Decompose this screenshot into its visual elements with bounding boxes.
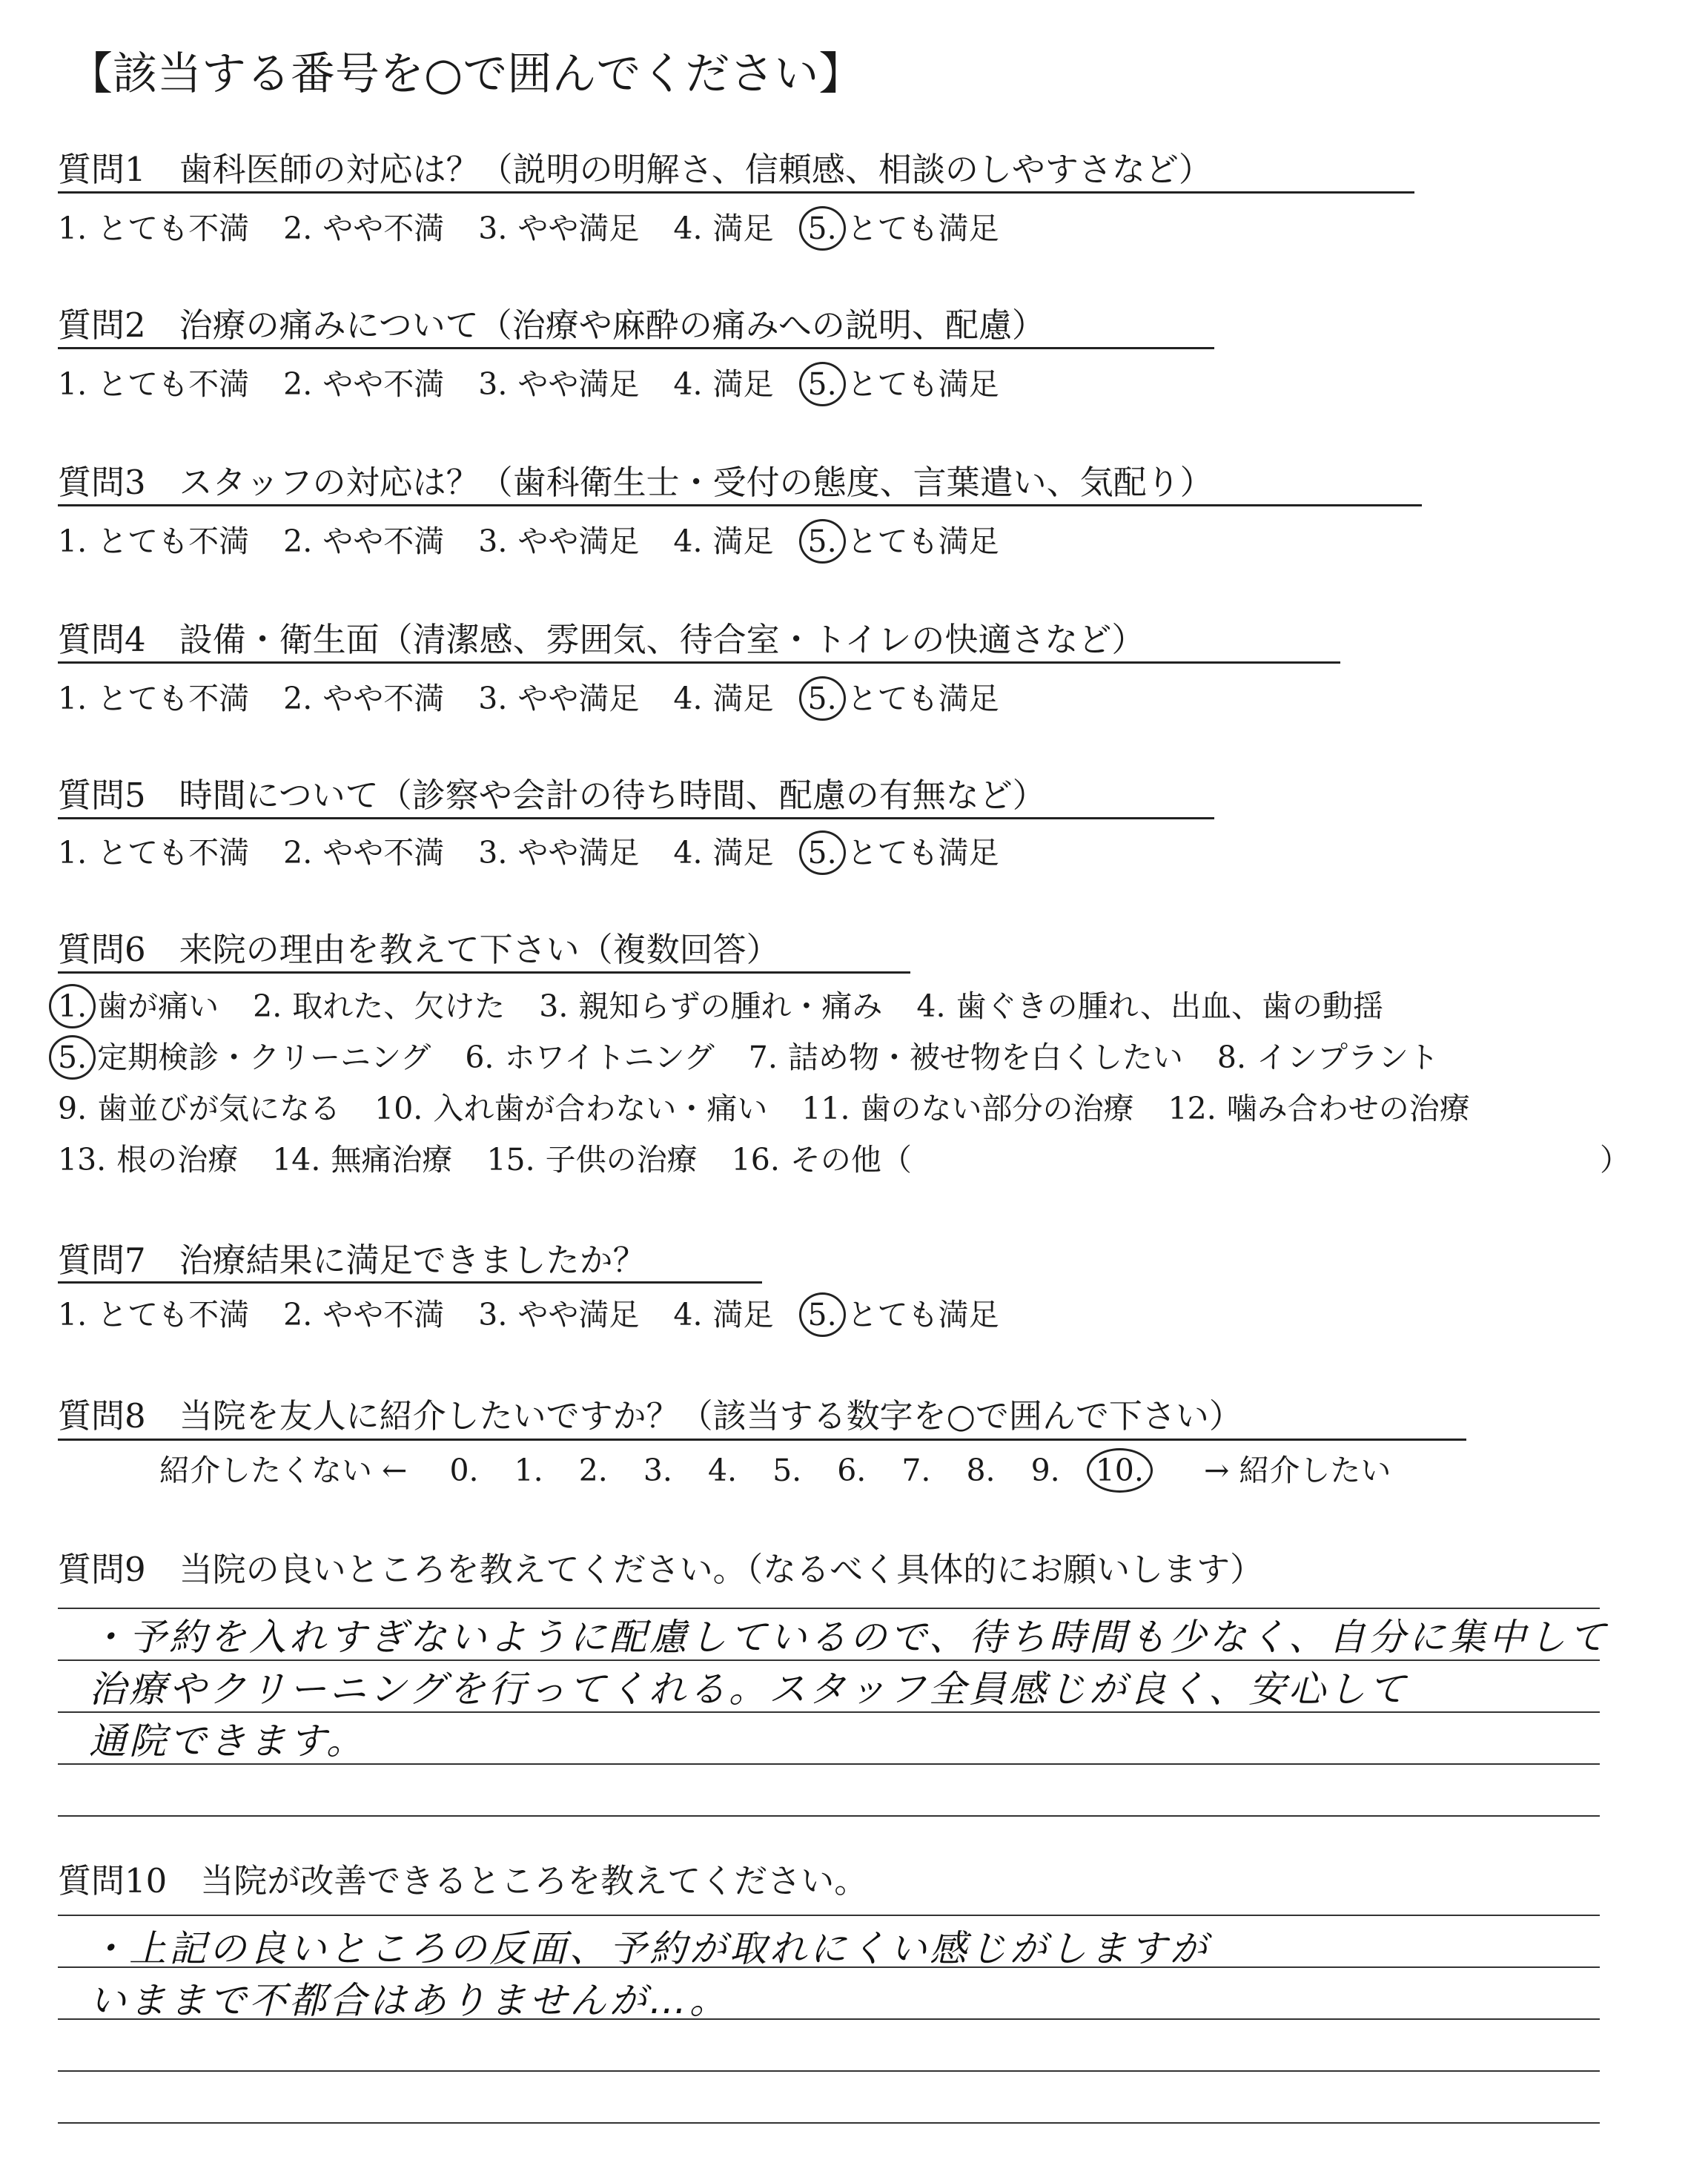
option-number: 3. [478, 524, 508, 559]
option-label: 根の治療 [116, 1142, 239, 1178]
selection-circle [49, 984, 96, 1028]
reason-option-1[interactable] [58, 982, 219, 1025]
option-label: 満足 [712, 1297, 774, 1332]
option-label: 満足 [712, 835, 774, 871]
option-label: 満足 [712, 681, 774, 716]
option-label: やや不満 [322, 366, 445, 402]
question-4-options [58, 674, 1033, 718]
question-2-underline [58, 347, 1214, 349]
q9-answer-line-3: 通院できます。 [89, 1720, 366, 1763]
option-number: 4. [673, 681, 703, 716]
scale-option-1[interactable] [58, 1290, 249, 1334]
reason-option-14[interactable] [272, 1135, 452, 1179]
scale-option-1[interactable] [58, 517, 249, 561]
reason-row-4 [58, 1135, 946, 1179]
option-number: 3. [478, 366, 508, 402]
question-2-title: 質問2 治療の痛みについて（治療や麻酔の痛みへの説明、配慮） [58, 305, 1045, 345]
option-label: とても満足 [847, 524, 999, 559]
option-label: やや不満 [322, 524, 445, 559]
option-label: インプラント [1257, 1040, 1439, 1075]
other-close-paren: ） [1600, 1142, 1630, 1178]
option-label: 歯が痛い [97, 988, 219, 1024]
scale-option-3[interactable] [478, 517, 639, 561]
scale-option-4[interactable] [673, 1290, 773, 1334]
option-label: 無痛治療 [331, 1142, 453, 1178]
option-label: 子供の治療 [545, 1142, 698, 1178]
option-number: 2. [283, 681, 313, 716]
selection-circle [799, 1292, 846, 1337]
scale-option-3[interactable] [478, 1290, 639, 1334]
option-number: 7. [748, 1040, 778, 1075]
answer-line [58, 2070, 1600, 2072]
option-number: 1. [58, 681, 87, 716]
option-number: 4. [673, 211, 703, 246]
option-label: とても不満 [97, 1297, 250, 1332]
question-5-title: 質問5 時間について（診察や会計の待ち時間、配慮の有無など） [58, 776, 1046, 815]
option-number: 4. [916, 988, 946, 1024]
question-3-underline [58, 504, 1422, 506]
option-label: ホワイトニング [504, 1040, 715, 1075]
reason-option-8[interactable] [1217, 1033, 1439, 1077]
reason-option-5[interactable] [58, 1033, 431, 1077]
question-10-title: 質問10 当院が改善できるところを教えてください。 [58, 1861, 868, 1900]
reason-option-4[interactable] [916, 982, 1383, 1025]
option-number: 5. [808, 681, 837, 716]
option-label: 満足 [712, 524, 774, 559]
option-label: やや満足 [517, 524, 640, 559]
option-number: 12. [1168, 1091, 1217, 1126]
option-label: やや満足 [517, 681, 640, 716]
option-label: 入れ歯が合わない・痛い [433, 1091, 768, 1126]
option-number: 5. [808, 211, 837, 246]
referral-number-2[interactable]: 2. [578, 1453, 608, 1488]
selection-circle [799, 206, 846, 251]
q9-answer-line-2: 治療やクリーニングを行ってくれる。スタッフ全員感じが良く、安心して [89, 1668, 1409, 1711]
option-label: 定期検診・クリーニング [97, 1040, 431, 1075]
option-number: 9. [58, 1091, 87, 1126]
answer-line [58, 1815, 1600, 1817]
reason-option-16[interactable] [732, 1135, 912, 1179]
option-number: 1. [58, 988, 87, 1024]
scale-option-3[interactable] [478, 360, 639, 403]
scale-option-2[interactable] [283, 517, 444, 561]
scale-option-4[interactable] [673, 204, 773, 248]
question-4-title: 質問4 設備・衛生面（清潔感、雰囲気、待合室・トイレの快適さなど） [58, 620, 1145, 659]
scale-option-4[interactable] [673, 828, 773, 872]
option-number: 5. [808, 524, 837, 559]
option-number: 4. [673, 1297, 703, 1332]
reason-row-1 [58, 982, 1417, 1025]
scale-option-5[interactable] [808, 674, 999, 718]
option-number: 2. [253, 988, 282, 1024]
option-number: 2. [283, 835, 313, 871]
question-7-title: 質問7 治療結果に満足できましたか？ [58, 1241, 646, 1280]
scale-option-1[interactable] [58, 360, 249, 403]
option-number: 2. [283, 211, 313, 246]
reason-option-11[interactable] [801, 1084, 1133, 1128]
scale-option-2[interactable] [283, 204, 444, 248]
option-label: とても不満 [97, 366, 250, 402]
referral-number-5[interactable]: 5. [772, 1453, 802, 1488]
reason-option-12[interactable] [1168, 1084, 1470, 1128]
option-number: 8. [1217, 1040, 1246, 1075]
option-number: 2. [283, 524, 313, 559]
option-number: 11. [801, 1091, 850, 1126]
option-label: 歯ぐきの腫れ、出血、歯の動揺 [956, 988, 1383, 1024]
referral-number-7[interactable]: 7. [901, 1453, 931, 1488]
question-1-title: 質問1 歯科医師の対応は？（説明の明解さ、信頼感、相談のしやすさなど） [58, 150, 1212, 189]
option-label: とても不満 [97, 681, 250, 716]
option-number: 15. [486, 1142, 535, 1178]
reason-option-2[interactable] [253, 982, 505, 1025]
scale-option-2[interactable] [283, 360, 444, 403]
option-number: 1. [58, 835, 87, 871]
option-label: とても満足 [847, 211, 999, 246]
referral-number-6[interactable]: 6. [837, 1453, 867, 1488]
answer-line [58, 2122, 1600, 2124]
selection-circle [1087, 1448, 1153, 1493]
scale-option-2[interactable] [283, 1290, 444, 1334]
option-label: とても不満 [97, 835, 250, 871]
question-3-title: 質問3 スタッフの対応は？（歯科衛生士・受付の態度、言葉遣い、気配り） [58, 463, 1214, 502]
option-number: 5. [808, 1297, 837, 1332]
referral-number-9[interactable]: 9. [1030, 1453, 1060, 1488]
referral-number-0[interactable]: 0. [449, 1453, 479, 1488]
scale-option-1[interactable] [58, 828, 249, 872]
question-8-title: 質問8 当院を友人に紹介したいですか？（該当する数字を○で囲んで下さい） [58, 1396, 1242, 1436]
option-number: 1. [58, 524, 87, 559]
reason-row-2 [58, 1033, 1473, 1077]
selection-circle [799, 362, 846, 406]
form-header: 【該当する番号を○で囲んでください】 [68, 48, 864, 100]
reason-option-13[interactable] [58, 1135, 238, 1179]
option-number: 4. [673, 835, 703, 871]
option-label: とても不満 [97, 211, 250, 246]
option-label: やや不満 [322, 211, 445, 246]
option-number: 2. [283, 1297, 313, 1332]
option-label: やや満足 [517, 366, 640, 402]
option-label: 歯のない部分の治療 [860, 1091, 1134, 1126]
option-number: 4. [673, 366, 703, 402]
question-5-underline [58, 817, 1214, 819]
option-number: 3. [478, 211, 508, 246]
referral-right-label: → 紹介したい [1203, 1453, 1391, 1488]
scale-option-4[interactable] [673, 517, 773, 561]
option-number: 6. [465, 1040, 494, 1075]
answer-line [58, 1915, 1600, 1916]
question-8-underline [58, 1439, 1466, 1441]
option-label: とても満足 [847, 835, 999, 871]
question-4-underline [58, 661, 1340, 664]
question-3-options [58, 517, 1033, 561]
question-7-underline [58, 1281, 762, 1284]
option-label: 歯並びが気になる [97, 1091, 341, 1126]
option-label: やや満足 [517, 1297, 640, 1332]
option-label: やや満足 [517, 835, 640, 871]
question-6-title: 質問6 来院の理由を教えて下さい（複数回答） [58, 930, 780, 969]
option-number: 1. [58, 211, 87, 246]
scale-option-3[interactable] [478, 828, 639, 872]
referral-number-4[interactable]: 4. [707, 1453, 738, 1488]
option-label: 親知らずの腫れ・痛み [578, 988, 883, 1024]
option-label: やや不満 [322, 1297, 445, 1332]
scale-option-3[interactable] [478, 674, 639, 718]
option-label: やや満足 [517, 211, 640, 246]
option-label: 満足 [712, 366, 774, 402]
scale-option-5[interactable] [808, 204, 999, 248]
option-number: 4. [673, 524, 703, 559]
option-number: 10. [374, 1091, 423, 1126]
reason-option-9[interactable] [58, 1084, 340, 1128]
reason-option-10[interactable] [374, 1084, 767, 1128]
scale-option-2[interactable] [283, 828, 444, 872]
option-number: 1. [58, 1297, 87, 1332]
question-1-options [58, 204, 1033, 248]
option-number: 5. [808, 366, 837, 402]
option-number: 3. [478, 681, 508, 716]
option-label: とても満足 [847, 366, 999, 402]
scale-option-5[interactable] [808, 828, 999, 872]
option-number: 3. [539, 988, 569, 1024]
reason-option-7[interactable] [749, 1033, 1183, 1077]
option-label: 詰め物・被せ物を白くしたい [787, 1040, 1183, 1075]
option-number: 13. [58, 1142, 107, 1178]
option-label: 噛み合わせの治療 [1226, 1091, 1470, 1126]
reason-option-3[interactable] [539, 982, 882, 1025]
option-label: やや不満 [322, 681, 445, 716]
reason-row-3 [58, 1084, 1504, 1128]
referral-left-label: 紹介したくない ← [159, 1453, 408, 1488]
q10-answer-line-2: いままで不都合はありませんが…。 [89, 1979, 729, 2022]
option-number: 5. [58, 1040, 87, 1075]
reason-option-15[interactable] [486, 1135, 697, 1179]
option-number: 3. [478, 1297, 508, 1332]
referral-number-8[interactable]: 8. [966, 1453, 996, 1488]
option-number: 2. [283, 366, 313, 402]
scale-option-5[interactable] [808, 517, 999, 561]
referral-scale [159, 1446, 1391, 1490]
scale-option-1[interactable] [58, 204, 249, 248]
option-number: 14. [272, 1142, 321, 1178]
question-2-options [58, 360, 1033, 403]
question-5-options [58, 828, 1033, 872]
scale-option-3[interactable] [478, 204, 639, 248]
option-label: 取れた、欠けた [292, 988, 506, 1024]
q9-answer-line-1: ・予約を入れすぎないように配慮しているので、待ち時間も少なく、自分に集中して [89, 1616, 1609, 1659]
scale-option-2[interactable] [283, 674, 444, 718]
option-label: とても満足 [847, 1297, 999, 1332]
reason-option-6[interactable] [465, 1033, 714, 1077]
selection-circle [799, 519, 846, 564]
option-number: 16. [731, 1142, 780, 1178]
option-number: 5. [808, 835, 837, 871]
scale-option-5[interactable] [808, 1290, 999, 1334]
scale-option-1[interactable] [58, 674, 249, 718]
option-label: とても不満 [97, 524, 250, 559]
question-1-underline [58, 191, 1414, 194]
selection-circle [49, 1035, 96, 1080]
option-label: とても満足 [847, 681, 999, 716]
selection-circle [799, 830, 846, 875]
option-label: その他（ [790, 1142, 912, 1178]
option-number: 1. [58, 366, 87, 402]
referral-number-1[interactable]: 1. [514, 1453, 543, 1488]
option-number: 3. [478, 835, 508, 871]
referral-number-3[interactable]: 3. [643, 1453, 672, 1488]
scale-option-4[interactable] [673, 674, 773, 718]
question-7-options [58, 1290, 1033, 1334]
scale-option-4[interactable] [673, 360, 773, 403]
referral-numbers [449, 1453, 1179, 1488]
referral-number-10[interactable]: 10. [1096, 1453, 1144, 1488]
scale-option-5[interactable] [808, 360, 999, 403]
question-9-title: 質問9 当院の良いところを教えてください。（なるべく具体的にお願いします） [58, 1550, 1264, 1589]
selection-circle [799, 676, 846, 721]
option-label: 満足 [712, 211, 774, 246]
question-6-underline [58, 971, 910, 974]
option-label: やや不満 [322, 835, 445, 871]
q10-answer-line-1: ・上記の良いところの反面、予約が取れにくい感じがしますが [89, 1927, 1210, 1970]
